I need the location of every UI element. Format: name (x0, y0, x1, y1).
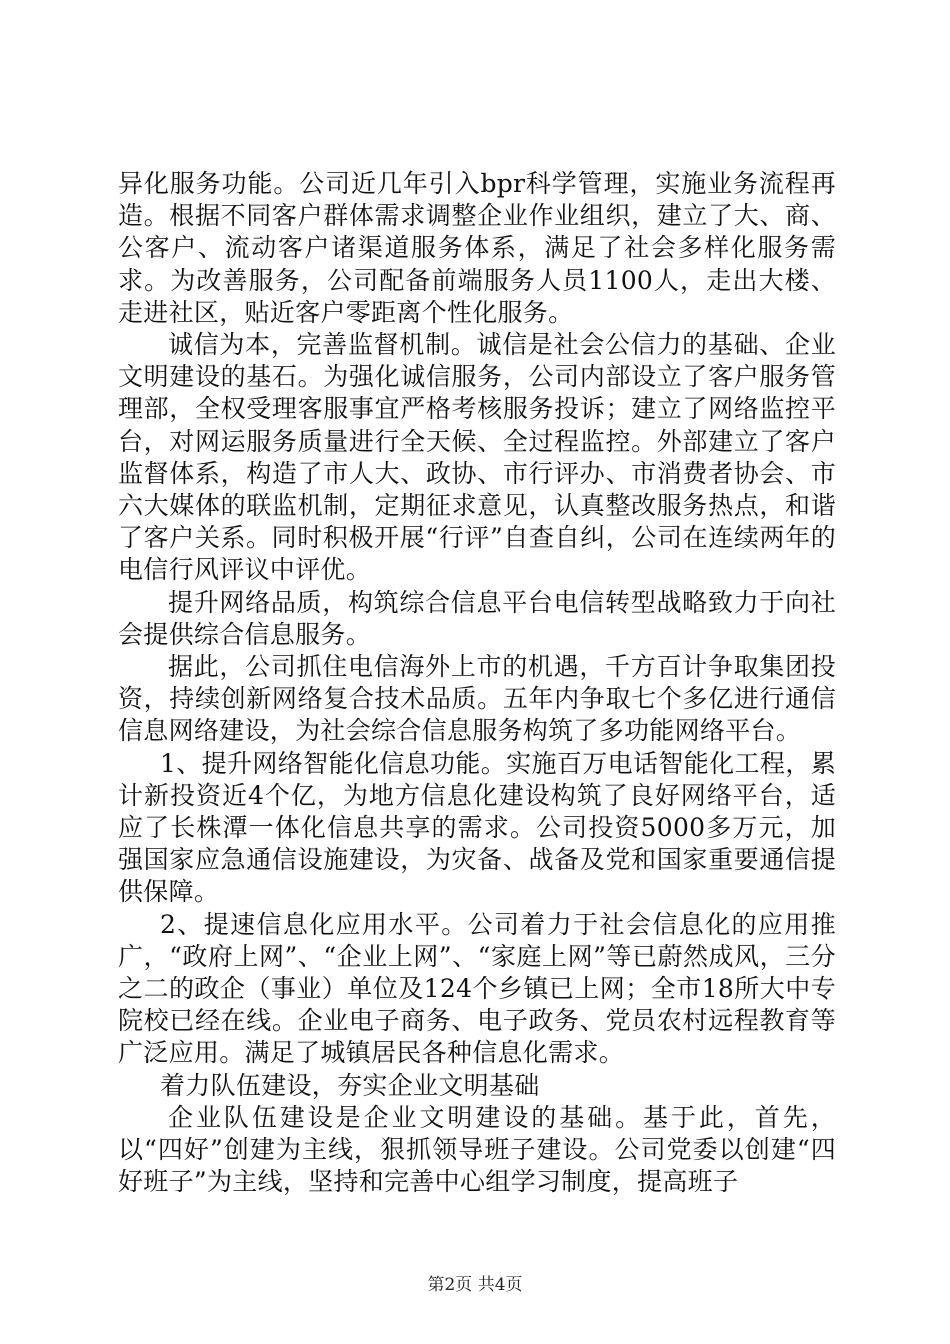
paragraph-team-building: 企业队伍建设是企业文明建设的基础。基于此，首先，以“四好”创建为主线，狠抓领导班子建设。公司党委以创建“四好班子”为主线，坚持和完善中心组学习制度，提高班子 (118, 1102, 836, 1197)
paragraph-investment: 据此，公司抓住电信海外上市的机遇，千方百计争取集团投资，持续创新网络复合技术品质。五年内争取七个多亿进行通信信息网络建设，为社会综合信息服务构筑了多功能网络平台。 (118, 652, 836, 746)
paragraph-item-1-intelligent-network: 1、提升网络智能化信息功能。实施百万电话智能化工程，累计新投资近4个亿，为地方信息化建设构筑了良好网络平台，适应了长株潭一体化信息共享的需求。公司投资5000多万元，加强国家应急通信设施建设，为灾备、战备及党和国家重要通信提供保障。 (118, 748, 836, 907)
paragraph-service-differentiation: 异化服务功能。公司近几年引入bpr科学管理，实施业务流程再造。根据不同客户群体需求调整企业作业组织，建立了大、商、公客户、流动客户诸渠道服务体系，满足了社会多样化服务需求。为改善服务，公司配备前端服务人员1100人，走出大楼、走进社区，贴近客户零距离个性化服务。 (118, 169, 836, 327)
paragraph-network-quality-heading: 提升网络品质，构筑综合信息平台电信转型战略致力于向社会提供综合信息服务。 (118, 587, 836, 649)
paragraph-team-building-heading: 着力队伍建设，夯实企业文明基础 (160, 1070, 540, 1100)
paragraph-integrity-supervision: 诚信为本，完善监督机制。诚信是社会公信力的基础、企业文明建设的基石。为强化诚信服务，公司内部设立了客户服务管理部，全权受理客服事宜严格考核服务投诉；建立了网络监控平台，对网运服务质量进行全天候、全过程监控。外部建立了客户监督体系，构造了市人大、政协、市行评办、市消费者协会、市六大媒体的联监机制，定期征求意见，认真整改服务热点，和谐了客户关系。同时积极开展“行评”自查自纠，公司在连续两年的电信行风评议中评优。 (118, 330, 836, 585)
page-footer (0, 1270, 950, 1295)
document-body (118, 168, 836, 1199)
paragraph-item-2-informatization: 2、提速信息化应用水平。公司着力于社会信息化的应用推广，“政府上网”、“企业上网”、“家庭上网”等已蔚然成风，三分之二的政企（事业）单位及124个乡镇已上网；全市18所大中专院校已经在线。企业电子商务、电子政务、党员农村远程教育等广泛应用。满足了城镇居民各种信息化需求。 (118, 909, 836, 1068)
page-indicator: 第2页 共4页 (427, 1275, 523, 1295)
